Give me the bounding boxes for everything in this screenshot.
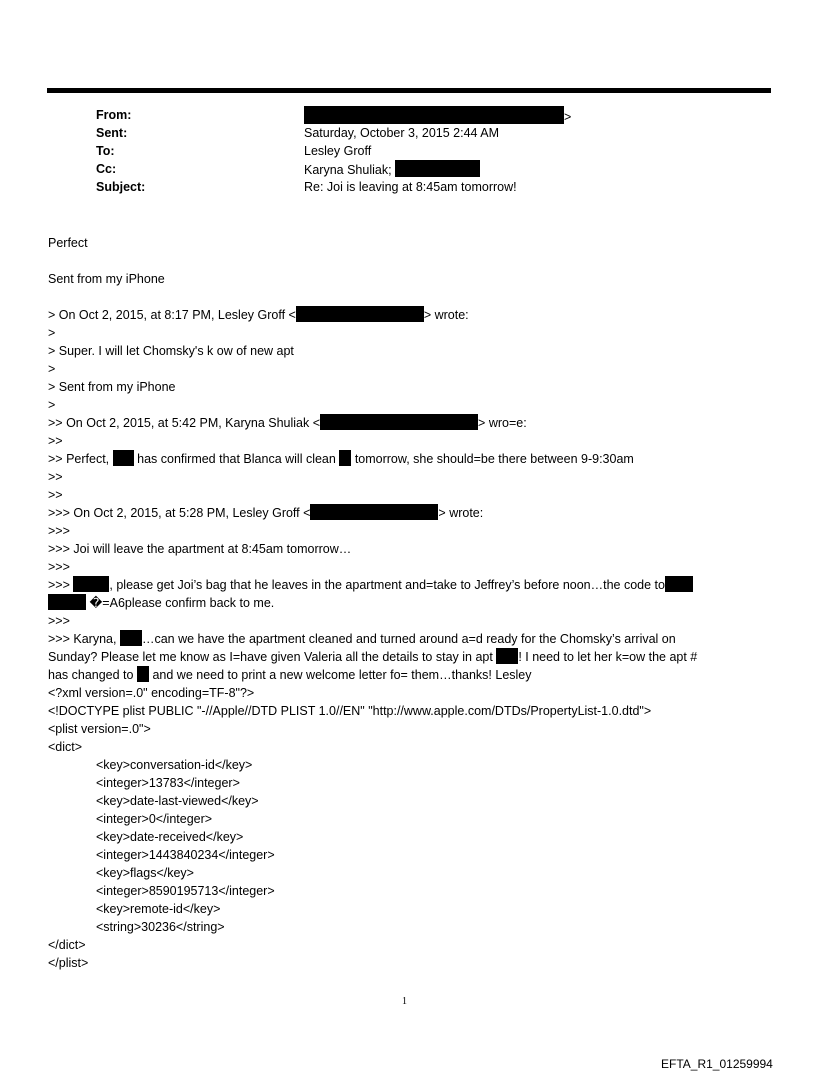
redaction-box bbox=[310, 504, 438, 520]
body-line bbox=[48, 450, 634, 468]
document-id: EFTA_R1_01259994 bbox=[661, 1057, 773, 1071]
cc-value bbox=[304, 160, 480, 179]
body-line: >>> bbox=[48, 560, 70, 574]
sent-label: Sent: bbox=[96, 126, 128, 140]
text-segment: > wrote: bbox=[423, 308, 469, 322]
body-line: >>> bbox=[48, 614, 70, 628]
from-suffix: > bbox=[564, 110, 572, 124]
text-segment: …can we have the apartment cleaned and turned around a=d ready for the Chomsky’s arrival on bbox=[141, 632, 676, 646]
from-label: From: bbox=[96, 108, 132, 122]
body-line bbox=[48, 648, 697, 666]
body-line: Sent from my iPhone bbox=[48, 272, 165, 286]
body-line bbox=[48, 576, 693, 594]
plist-line: <plist version=.0"> bbox=[48, 722, 151, 736]
plist-line: <key>date-received</key> bbox=[96, 830, 244, 844]
plist-line: <?xml version=.0" encoding=TF-8"?> bbox=[48, 686, 255, 700]
body-line: > Sent from my iPhone bbox=[48, 380, 176, 394]
text-segment: and we need to print a new welcome letter fo= them…thanks! Lesley bbox=[152, 668, 532, 682]
redaction-box bbox=[73, 576, 109, 592]
redaction-box bbox=[320, 414, 478, 430]
text-segment: > wrote: bbox=[438, 506, 484, 520]
body-line bbox=[48, 414, 527, 432]
body-line: > bbox=[48, 326, 56, 340]
redaction-box bbox=[665, 576, 693, 592]
text-segment: >> Perfect, bbox=[48, 452, 110, 466]
body-line: >> bbox=[48, 488, 63, 502]
text-segment: ! I need to let her k=ow the apt # bbox=[518, 650, 698, 664]
body-line: > bbox=[48, 398, 56, 412]
plist-line: <integer>8590195713</integer> bbox=[96, 884, 275, 898]
body-line bbox=[48, 306, 469, 324]
redaction-box bbox=[395, 160, 480, 177]
page-number: 1 bbox=[402, 996, 407, 1007]
text-segment: > On Oct 2, 2015, at 8:17 PM, Lesley Groff < bbox=[48, 308, 296, 322]
header-rule bbox=[47, 88, 771, 93]
body-line: >> bbox=[48, 434, 63, 448]
plist-line: <!DOCTYPE plist PUBLIC "-//Apple//DTD PLIST 1.0//EN" "http://www.apple.com/DTDs/PropertyList-1.0.dtd"> bbox=[48, 704, 652, 718]
plist-line: <integer>13783</integer> bbox=[96, 776, 240, 790]
text-segment: Sunday? Please let me know as I=have given Valeria all the details to stay in apt bbox=[48, 650, 493, 664]
subject-value: Re: Joi is leaving at 8:45am tomorrow! bbox=[304, 180, 517, 194]
plist-line: <key>flags</key> bbox=[96, 866, 194, 880]
redaction-box bbox=[296, 306, 424, 322]
plist-line: </plist> bbox=[48, 956, 89, 970]
redaction-box bbox=[304, 106, 564, 124]
cc-label: Cc: bbox=[96, 162, 117, 176]
body-line: >>> Joi will leave the apartment at 8:45am tomorrow… bbox=[48, 542, 352, 556]
plist-line: <key>conversation-id</key> bbox=[96, 758, 253, 772]
text-segment: >> On Oct 2, 2015, at 5:42 PM, Karyna Shuliak < bbox=[48, 416, 321, 430]
to-label: To: bbox=[96, 144, 115, 158]
plist-line: <key>remote-id</key> bbox=[96, 902, 221, 916]
text-segment: >>> On Oct 2, 2015, at 5:28 PM, Lesley Groff < bbox=[48, 506, 311, 520]
plist-line: <integer>1443840234</integer> bbox=[96, 848, 275, 862]
to-value: Lesley Groff bbox=[304, 144, 372, 158]
text-segment: , please get Joi’s bag that he leaves in the apartment and=take to Jeffrey’s before noon…the code to bbox=[109, 578, 665, 592]
plist-line: </dict> bbox=[48, 938, 86, 952]
body-line bbox=[48, 630, 676, 648]
redaction-box bbox=[48, 594, 86, 610]
redaction-box bbox=[120, 630, 142, 646]
sent-value: Saturday, October 3, 2015 2:44 AM bbox=[304, 126, 500, 140]
body-line bbox=[48, 666, 532, 684]
text-segment: > wro=e: bbox=[478, 416, 527, 430]
text-segment: has confirmed that Blanca will clean bbox=[137, 452, 336, 466]
body-line bbox=[48, 594, 274, 612]
text-segment: >>> bbox=[48, 578, 70, 592]
redaction-box bbox=[339, 450, 351, 466]
body-line: >> bbox=[48, 470, 63, 484]
body-line: Perfect bbox=[48, 236, 88, 250]
from-value bbox=[304, 106, 571, 126]
redaction-box bbox=[137, 666, 149, 682]
body-line: >>> bbox=[48, 524, 70, 538]
plist-line: <key>date-last-viewed</key> bbox=[96, 794, 259, 808]
text-segment: �=A6please confirm back to me. bbox=[89, 596, 275, 610]
body-line: > bbox=[48, 362, 56, 376]
plist-line: <integer>0</integer> bbox=[96, 812, 213, 826]
body-line: > Super. I will let Chomsky's k ow of new apt bbox=[48, 344, 294, 358]
body-line bbox=[48, 504, 483, 522]
plist-line: <dict> bbox=[48, 740, 83, 754]
text-segment: >>> Karyna, bbox=[48, 632, 117, 646]
text-segment: tomorrow, she should=be there between 9-9:30am bbox=[354, 452, 634, 466]
redaction-box bbox=[113, 450, 134, 466]
text-segment: has changed to bbox=[48, 668, 134, 682]
cc-text: Karyna Shuliak; bbox=[304, 163, 392, 177]
subject-label: Subject: bbox=[96, 180, 146, 194]
plist-line: <string>30236</string> bbox=[96, 920, 225, 934]
redaction-box bbox=[496, 648, 518, 664]
